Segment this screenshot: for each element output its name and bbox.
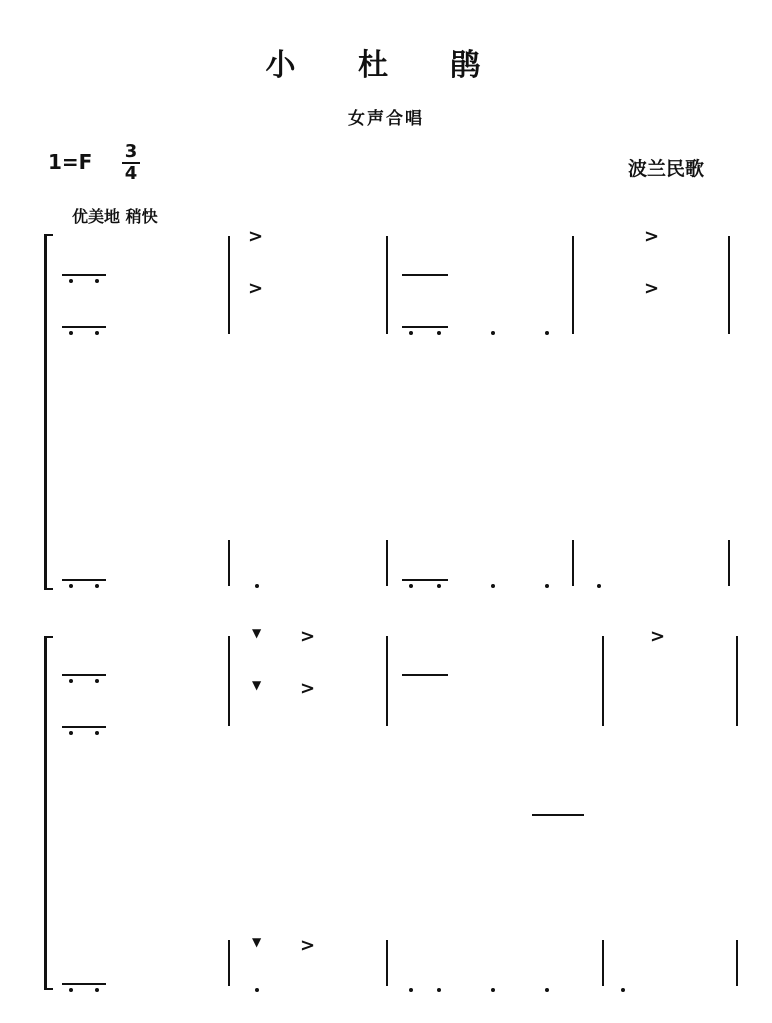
barline (386, 540, 388, 586)
octave-dot-below (69, 331, 73, 335)
time-signature (120, 142, 142, 184)
lyric-underline (532, 814, 584, 816)
barline (386, 636, 388, 726)
octave-dot-below (95, 331, 99, 335)
barline (602, 940, 604, 986)
accent-mark: > (300, 626, 316, 647)
accent-mark: > (650, 626, 666, 647)
octave-dot-below (69, 679, 73, 683)
barline (736, 636, 738, 726)
barline (728, 540, 730, 586)
octave-dot-below (437, 584, 441, 588)
accent-mark: > (300, 935, 316, 956)
octave-dot-below (491, 988, 495, 992)
octave-dot-below (597, 584, 601, 588)
beam (62, 274, 106, 276)
meter-bottom: 4 (124, 163, 138, 184)
accent-mark: > (248, 278, 264, 299)
octave-dot-below (95, 988, 99, 992)
octave-dot-below (545, 331, 549, 335)
barline (736, 940, 738, 986)
subtitle: 女声合唱 (348, 109, 424, 129)
beam (402, 326, 448, 328)
octave-dot-below (409, 584, 413, 588)
barline (728, 236, 730, 334)
beam (62, 326, 106, 328)
barline (572, 236, 574, 334)
octave-dot-below (69, 279, 73, 283)
beam (62, 983, 106, 985)
barline (386, 940, 388, 986)
octave-dot-below (545, 988, 549, 992)
key-signature: 1=F (48, 150, 93, 174)
beam (402, 274, 448, 276)
octave-dot-below (437, 988, 441, 992)
accent-mark: > (644, 278, 660, 299)
system-bracket (44, 234, 53, 590)
octave-dot-below (69, 988, 73, 992)
tempo-marking: 优美地 稍快 (72, 207, 158, 226)
octave-dot-below (409, 988, 413, 992)
barline (228, 540, 230, 586)
octave-dot-below (491, 331, 495, 335)
beam (402, 674, 448, 676)
octave-dot-below (491, 584, 495, 588)
octave-dot-below (409, 331, 413, 335)
octave-dot-below (95, 731, 99, 735)
octave-dot-below (255, 988, 259, 992)
octave-dot-below (95, 279, 99, 283)
barline (602, 636, 604, 726)
staccato-mark: ▼ (252, 678, 262, 692)
octave-dot-below (255, 584, 259, 588)
accent-mark: > (300, 678, 316, 699)
beam (402, 579, 448, 581)
octave-dot-below (545, 584, 549, 588)
barline (228, 940, 230, 986)
beam (62, 674, 106, 676)
barline (228, 236, 230, 334)
barline (228, 636, 230, 726)
octave-dot-below (621, 988, 625, 992)
beam (62, 726, 106, 728)
octave-dot-below (437, 331, 441, 335)
accent-mark: > (248, 226, 264, 247)
barline (386, 236, 388, 334)
meter-top: 3 (124, 141, 138, 162)
beam (62, 579, 106, 581)
song-origin: 波兰民歌 (628, 158, 705, 180)
octave-dot-below (69, 584, 73, 588)
system-bracket (44, 636, 53, 990)
staccato-mark: ▼ (252, 626, 262, 640)
song-title: 小 杜 鹃 (265, 48, 507, 83)
octave-dot-below (69, 731, 73, 735)
accent-mark: > (644, 226, 660, 247)
octave-dot-below (95, 584, 99, 588)
barline (572, 540, 574, 586)
staccato-mark: ▼ (252, 935, 262, 949)
octave-dot-below (95, 679, 99, 683)
